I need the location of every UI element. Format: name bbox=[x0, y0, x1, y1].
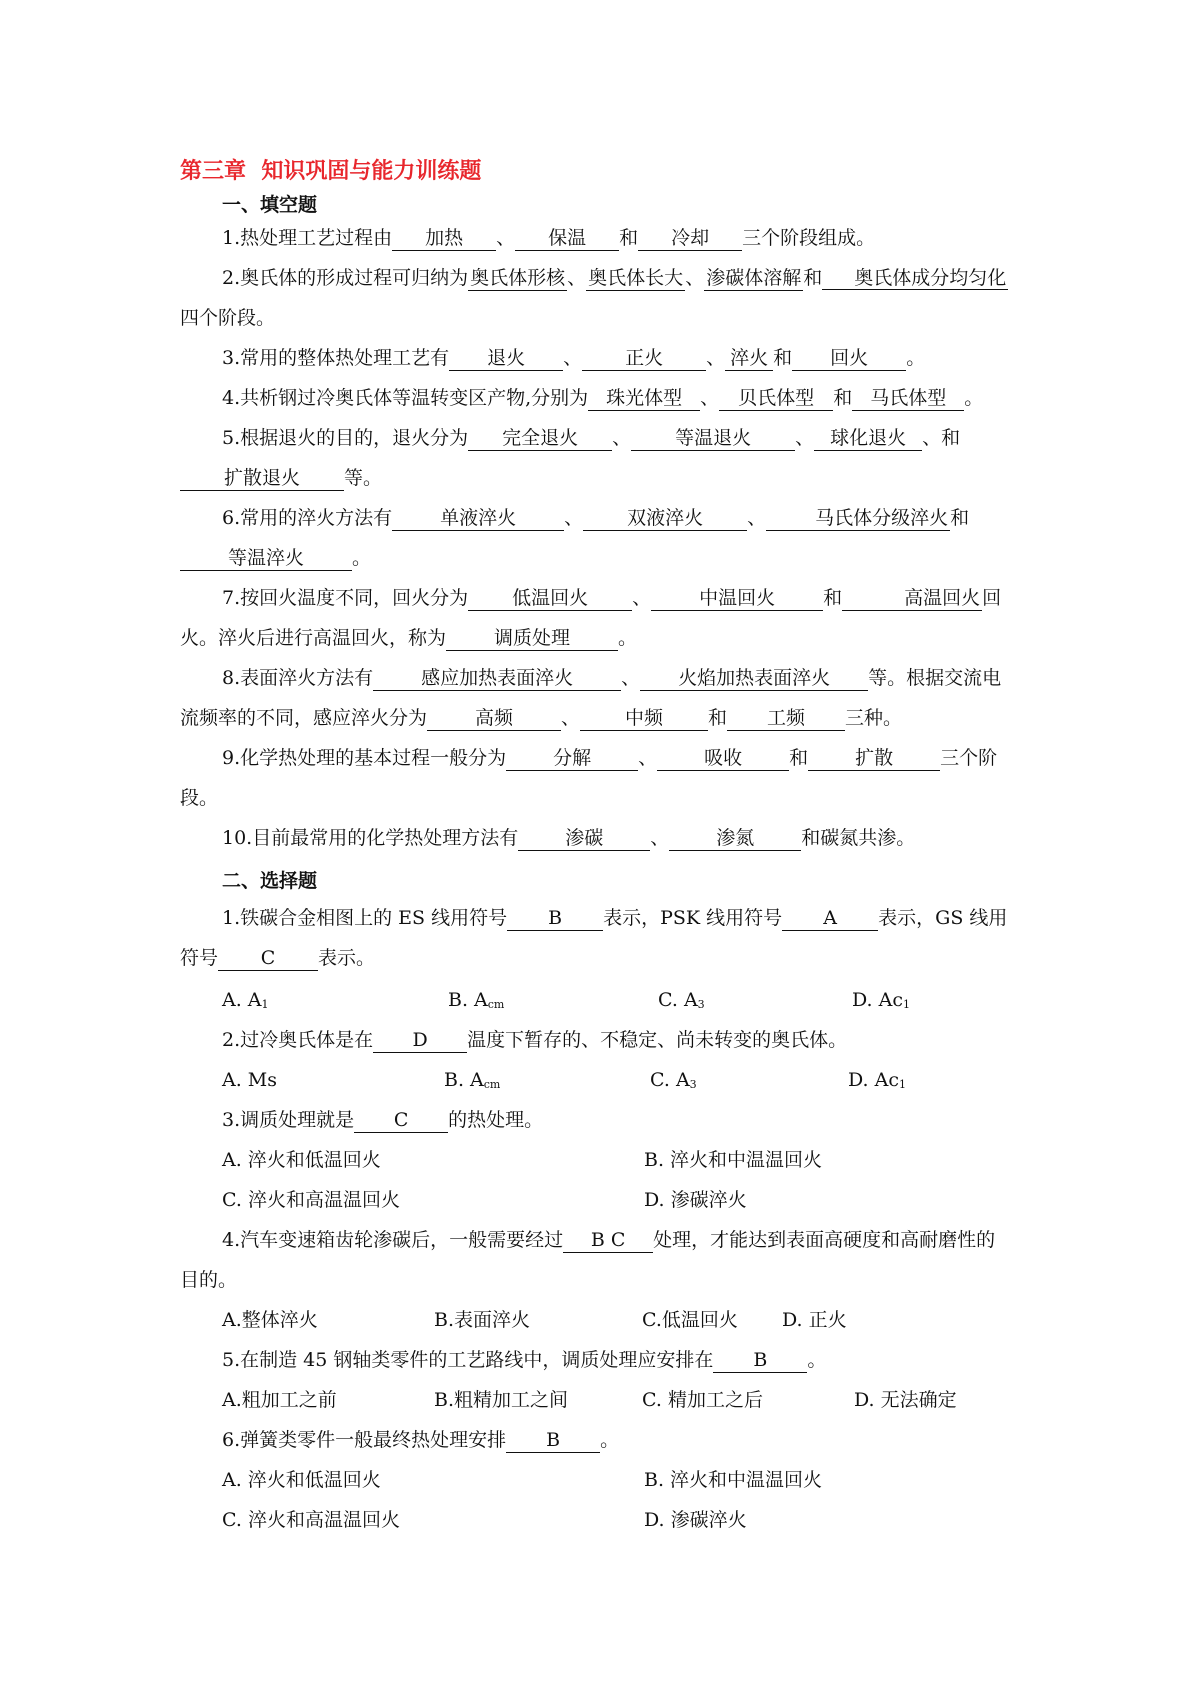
option-a: A. 淬火和低温回火 bbox=[222, 1469, 381, 1491]
option-a: A. 淬火和低温回火 bbox=[222, 1149, 381, 1171]
option-a: A. $A_1$ bbox=[222, 989, 269, 1011]
answer-blank: 低温回火 bbox=[468, 586, 632, 611]
answer-blank: 淬火 bbox=[725, 346, 773, 371]
answer-blank: B C bbox=[563, 1228, 653, 1253]
option-c: C. 淬火和高温温回火 bbox=[222, 1509, 400, 1531]
choice-question-6: 6.弹簧类零件一般最终热处理安排 B 。 bbox=[222, 1429, 620, 1451]
answer-blank: 扩散 bbox=[808, 746, 940, 771]
option-c: C. 精加工之后 bbox=[642, 1389, 763, 1411]
option-c: C.低温回火 bbox=[642, 1309, 738, 1331]
option-d: D. 无法确定 bbox=[854, 1389, 957, 1411]
answer-blank: 奥氏体形核 bbox=[470, 267, 566, 289]
answer-blank: 奥氏体成分均匀化 bbox=[822, 267, 1008, 290]
answer-blank: 保温 bbox=[515, 226, 619, 251]
option-a: A.粗加工之前 bbox=[222, 1389, 337, 1411]
fill-question-1: 1.热处理工艺过程由 加热 、 保温 和 冷却 三个阶段组成。 bbox=[222, 227, 876, 249]
answer-blank: B bbox=[506, 1428, 600, 1453]
section-heading-fill-in: 一、填空题 bbox=[222, 194, 318, 216]
answer-blank: 贝氏体型 bbox=[719, 386, 833, 411]
choice-options-5 bbox=[222, 1380, 1012, 1420]
fill-question-7: 7.按回火温度不同，回火分为 低温回火 、 中温回火 和 高温回火 回火。淬火后进行高温回火，称为 调质处理 。 bbox=[180, 587, 1002, 649]
choice-options-6a bbox=[222, 1460, 1012, 1500]
answer-blank: B bbox=[713, 1348, 807, 1373]
answer-blank: C bbox=[354, 1108, 448, 1133]
choice-options-2 bbox=[222, 1060, 1012, 1100]
answer-blank: B bbox=[507, 906, 603, 931]
answer-blank: 球化退火 bbox=[814, 426, 922, 451]
option-b: B. $A_{cm}$ bbox=[444, 1069, 501, 1091]
answer-blank: 退火 bbox=[449, 346, 563, 371]
answer-blank: 单液淬火 bbox=[392, 506, 564, 531]
answer-blank: 奥氏体长大 bbox=[588, 267, 684, 289]
answer-blank: 火焰加热表面淬火 bbox=[640, 666, 868, 691]
fill-question-6: 6.常用的淬火方法有 单液淬火 、 双液淬火 、 马氏体分级淬火 和等温淬火 。 bbox=[180, 498, 1012, 578]
answer-blank: 渗碳体溶解 bbox=[706, 267, 802, 289]
choice-question-4: 4.汽车变速箱齿轮渗碳后，一般需要经过 B C 处理，才能达到表面高硬度和高耐磨性的目的。 bbox=[180, 1229, 996, 1291]
option-c: C. $A_3$ bbox=[650, 1069, 697, 1091]
answer-blank: 双液淬火 bbox=[583, 506, 747, 531]
fill-question-8: 8.表面淬火方法有 感应加热表面淬火 、 火焰加热表面淬火 等。根据交流电流频率的不同，感应淬火分为 高频 、 中频 和 工频 三种。 bbox=[180, 667, 1002, 729]
option-b: B.粗精加工之间 bbox=[434, 1389, 569, 1411]
answer-blank: 高频 bbox=[427, 706, 561, 731]
option-d: D. $Ac_1$ bbox=[852, 989, 910, 1011]
answer-blank: 完全退火 bbox=[468, 426, 612, 451]
choice-options-3b bbox=[222, 1180, 1012, 1220]
option-d: D. 渗碳淬火 bbox=[644, 1189, 747, 1211]
answer-blank: 感应加热表面淬火 bbox=[373, 666, 621, 691]
chapter-title: 第三章 知识巩固与能力训练题 bbox=[180, 159, 482, 184]
answer-blank: 中频 bbox=[580, 706, 708, 731]
option-d: D. 正火 bbox=[782, 1309, 847, 1331]
choice-options-4 bbox=[222, 1300, 1012, 1340]
option-d: D. 渗碳淬火 bbox=[644, 1509, 747, 1531]
fill-question-3: 3.常用的整体热处理工艺有 退火 、 正火 、 淬火 和 回火 。 bbox=[222, 347, 926, 369]
answer-blank: 等温退火 bbox=[631, 426, 795, 451]
answer-blank: 扩散退火 bbox=[180, 466, 344, 491]
choice-options-6b bbox=[222, 1500, 1012, 1540]
section-heading-choice: 二、选择题 bbox=[222, 870, 318, 892]
option-c: C. 淬火和高温温回火 bbox=[222, 1189, 400, 1211]
answer-blank: 马氏体分级淬火 bbox=[766, 506, 950, 531]
answer-blank: 正火 bbox=[582, 346, 706, 371]
fill-question-2: 2.奥氏体的形成过程可归纳为 奥氏体形核 、 奥氏体长大 、 渗碳体溶解 和 奥氏体成分均匀化四个阶段。 bbox=[180, 267, 1007, 329]
choice-options-1 bbox=[222, 980, 1012, 1020]
answer-blank: 中温回火 bbox=[651, 586, 823, 611]
answer-blank: C bbox=[218, 946, 318, 971]
choice-question-1: 1.铁碳合金相图上的 ES 线用符号 B 表示，PSK 线用符号 A 表示，GS 线用符号 C 表示。 bbox=[180, 907, 1008, 969]
fill-question-9: 9.化学热处理的基本过程一般分为 分解 、 吸收 和 扩散 三个阶段。 bbox=[180, 747, 998, 809]
answer-blank: 工频 bbox=[727, 706, 845, 731]
option-b: B. $A_{cm}$ bbox=[448, 989, 505, 1011]
answer-blank: 等温淬火 bbox=[180, 546, 352, 571]
fill-question-10: 10.目前最常用的化学热处理方法有 渗碳 、 渗氮 和碳氮共渗。 bbox=[222, 827, 916, 849]
option-b: B. 淬火和中温温回火 bbox=[644, 1149, 823, 1171]
choice-options-3a bbox=[222, 1140, 1012, 1180]
option-d: D. $Ac_1$ bbox=[848, 1069, 906, 1091]
answer-blank: 马氏体型 bbox=[852, 386, 964, 411]
answer-blank: A bbox=[782, 906, 878, 931]
fill-question-5: 5.根据退火的目的，退火分为 完全退火 、 等温退火 、 球化退火 、和扩散退火 等。 bbox=[180, 418, 1012, 498]
option-a: A.整体淬火 bbox=[222, 1309, 318, 1331]
option-a: A. Ms bbox=[222, 1069, 278, 1091]
choice-question-5: 5.在制造 45 钢轴类零件的工艺路线中，调质处理应安排在 B 。 bbox=[222, 1349, 827, 1371]
answer-blank: 渗氮 bbox=[669, 826, 801, 851]
answer-blank: 高温回火 bbox=[842, 586, 982, 611]
answer-blank: 分解 bbox=[506, 746, 638, 771]
choice-question-3: 3.调质处理就是 C 的热处理。 bbox=[222, 1109, 544, 1131]
option-b: B. 淬火和中温温回火 bbox=[644, 1469, 823, 1491]
answer-blank: 渗碳 bbox=[518, 826, 650, 851]
answer-blank: 调质处理 bbox=[446, 626, 618, 651]
fill-question-4: 4.共析钢过冷奥氏体等温转变区产物,分别为 珠光体型 、 贝氏体型 和 马氏体型 。 bbox=[222, 387, 984, 409]
answer-blank: D bbox=[373, 1028, 467, 1053]
option-c: C. $A_3$ bbox=[658, 989, 705, 1011]
option-b: B.表面淬火 bbox=[434, 1309, 531, 1331]
answer-blank: 珠光体型 bbox=[588, 386, 700, 411]
choice-question-2: 2.过冷奥氏体是在 D 温度下暂存的、不稳定、尚未转变的奥氏体。 bbox=[222, 1029, 848, 1051]
answer-blank: 冷却 bbox=[638, 226, 742, 251]
answer-blank: 吸收 bbox=[657, 746, 789, 771]
answer-blank: 回火 bbox=[792, 346, 906, 371]
answer-blank: 加热 bbox=[392, 226, 496, 251]
